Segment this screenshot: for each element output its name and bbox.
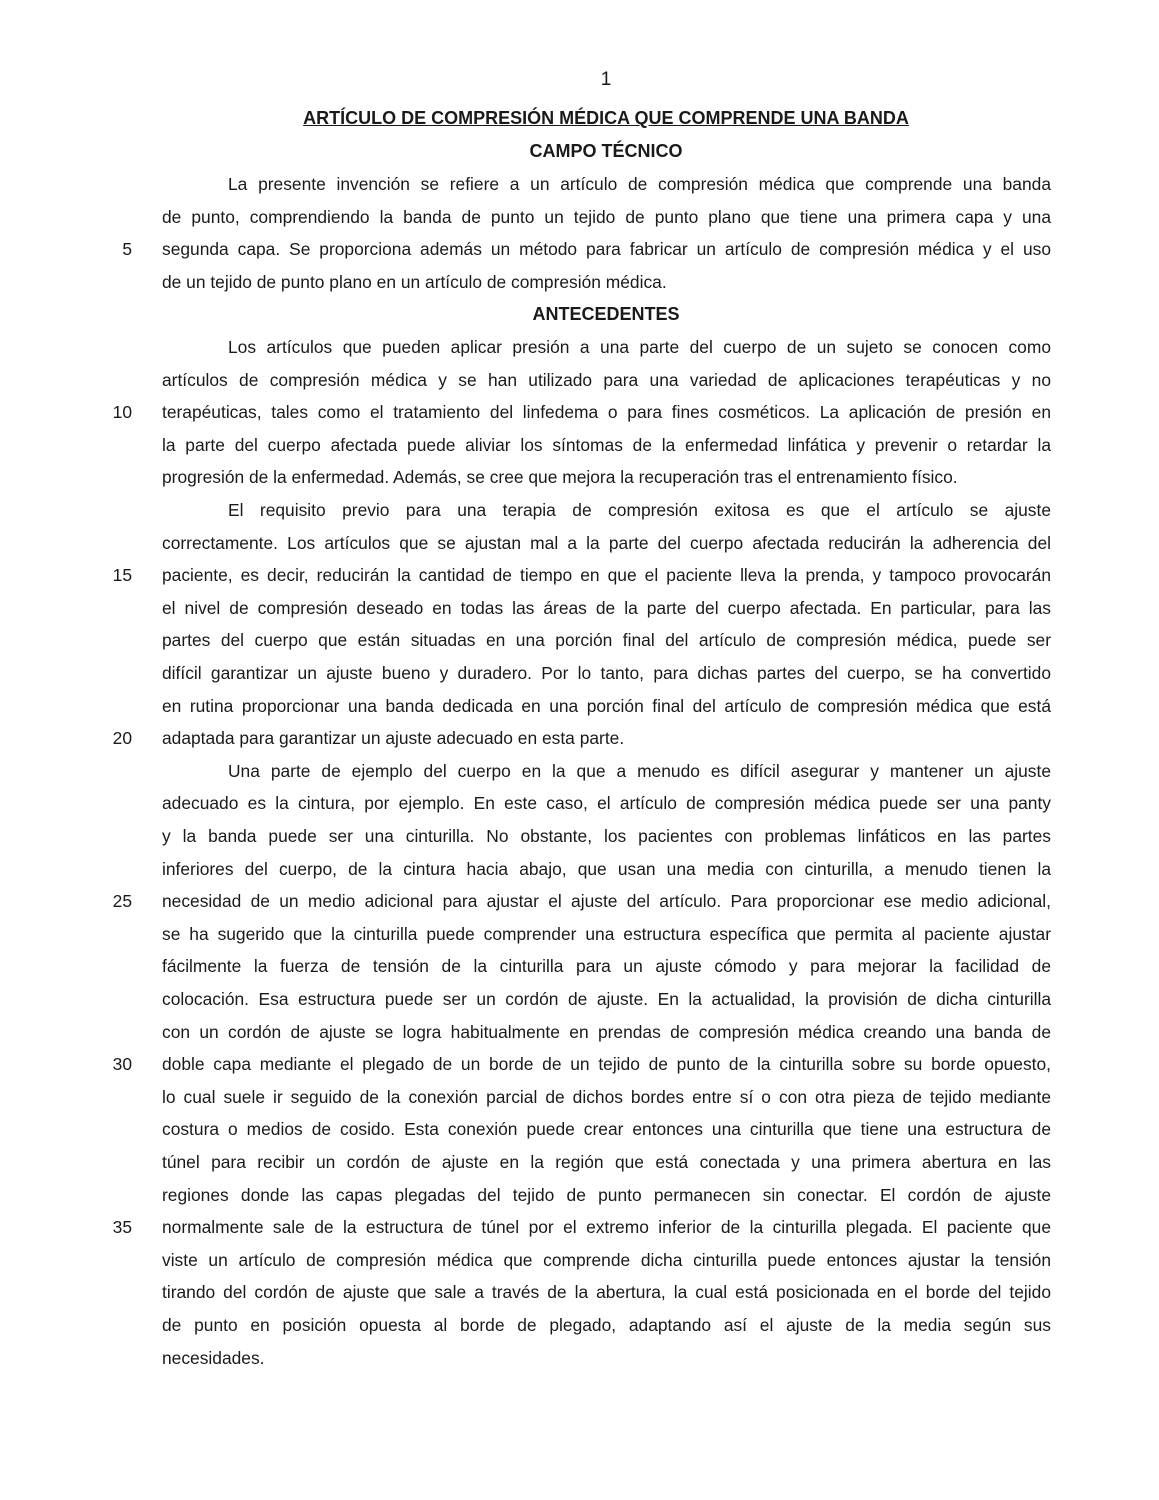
text-line: tirando del cordón de ajuste que sale a través de la abertura, la cual está posicionada en el borde del tejido <box>162 1282 1051 1303</box>
text-line: necesidades. <box>162 1347 265 1368</box>
text-line: regiones donde las capas plegadas del tejido de punto permanecen sin conectar. El cordón de ajuste <box>162 1184 1051 1205</box>
line-number: 35 <box>112 1217 132 1238</box>
text-line: Los artículos que pueden aplicar presión a una parte del cuerpo de un sujeto se conocen como <box>228 337 1051 357</box>
document-title: ARTÍCULO DE COMPRESIÓN MÉDICA QUE COMPRENDE UNA BANDA <box>303 108 909 128</box>
heading-antecedentes: ANTECEDENTES <box>532 304 680 324</box>
text-line: partes del cuerpo que están situadas en una porción final del artículo de compresión médica, puede ser <box>162 630 1051 651</box>
text-line: adecuado es la cintura, por ejemplo. En este caso, el artículo de compresión médica puede ser una panty <box>162 793 1051 814</box>
text-line: en rutina proporcionar una banda dedicada en una porción final del artículo de compresión médica que está <box>162 695 1051 716</box>
text-line: La presente invención se refiere a un artículo de compresión médica que comprende una banda <box>228 174 1051 194</box>
page-number: 1 <box>600 69 612 90</box>
line-number: 20 <box>112 728 132 749</box>
text-line: y la banda puede ser una cinturilla. No obstante, los pacientes con problemas linfáticos en las partes <box>162 826 1051 846</box>
text-line: fácilmente la fuerza de tensión de la cinturilla para un ajuste cómodo y para mejorar la facilidad de <box>162 956 1051 977</box>
text-line: segunda capa. Se proporciona además un método para fabricar un artículo de compresión médica y el uso <box>162 239 1051 260</box>
text-line: de un tejido de punto plano en un artículo de compresión médica. <box>162 271 667 292</box>
text-line: correctamente. Los artículos que se ajustan mal a la parte del cuerpo afectada reducirán la adherencia del <box>162 532 1051 553</box>
text-line: paciente, es decir, reducirán la cantidad de tiempo en que el paciente lleva la prenda, y tampoco provocarán <box>162 565 1051 586</box>
text-line: túnel para recibir un cordón de ajuste en la región que está conectada y una primera abertura en las <box>162 1152 1051 1172</box>
text-line: doble capa mediante el plegado de un borde de un tejido de punto de la cinturilla sobre su borde opuesto, <box>162 1054 1051 1075</box>
text-line: de punto, comprendiendo la banda de punto un tejido de punto plano que tiene una primera capa y una <box>162 206 1051 227</box>
heading-campo-tecnico: CAMPO TÉCNICO <box>529 141 683 161</box>
line-number: 10 <box>112 402 132 423</box>
text-line: Una parte de ejemplo del cuerpo en la que a menudo es difícil asegurar y mantener un ajuste <box>228 760 1051 781</box>
text-line: lo cual suele ir seguido de la conexión parcial de dichos bordes entre sí o con otra pieza de tejido mediante <box>162 1086 1051 1107</box>
text-line: terapéuticas, tales como el tratamiento del linfedema o para fines cosméticos. La aplicación de presión en <box>162 402 1051 423</box>
text-line: necesidad de un medio adicional para ajustar el ajuste del artículo. Para proporcionar ese medio adicional, <box>162 891 1051 912</box>
text-line: artículos de compresión médica y se han utilizado para una variedad de aplicaciones terapéuticas y no <box>162 369 1051 390</box>
text-line: El requisito previo para una terapia de compresión exitosa es que el artículo se ajuste <box>228 500 1051 520</box>
line-number: 5 <box>122 239 132 260</box>
text-line: colocación. Esa estructura puede ser un cordón de ajuste. En la actualidad, la provisión de dicha cinturilla <box>162 989 1051 1009</box>
text-line: difícil garantizar un ajuste bueno y duradero. Por lo tanto, para dichas partes del cuerpo, se ha convertido <box>162 663 1051 683</box>
line-number: 30 <box>112 1054 132 1075</box>
text-line: de punto en posición opuesta al borde de plegado, adaptando así el ajuste de la media según sus <box>162 1315 1051 1335</box>
text-line: progresión de la enfermedad. Además, se cree que mejora la recuperación tras el entrenamiento físico. <box>162 467 958 488</box>
text-line: el nivel de compresión deseado en todas las áreas de la parte del cuerpo afectada. En particular, para las <box>162 597 1051 618</box>
text-line: la parte del cuerpo afectada puede aliviar los síntomas de la enfermedad linfática y prevenir o retardar la <box>162 434 1051 455</box>
line-number: 15 <box>112 565 132 586</box>
text-line: adaptada para garantizar un ajuste adecuado en esta parte. <box>162 728 625 749</box>
text-line: normalmente sale de la estructura de túnel por el extremo inferior de la cinturilla plegada. El paciente que <box>162 1217 1051 1238</box>
text-line: se ha sugerido que la cinturilla puede comprender una estructura específica que permita al paciente ajustar <box>162 923 1051 944</box>
text-line: costura o medios de cosido. Esta conexión puede crear entonces una cinturilla que tiene una estructura de <box>162 1119 1051 1140</box>
text-line: inferiores del cuerpo, de la cintura hacia abajo, que usan una media con cinturilla, a menudo tienen la <box>162 858 1051 879</box>
line-number: 25 <box>112 891 132 912</box>
text-line: con un cordón de ajuste se logra habitualmente en prendas de compresión médica creando una banda de <box>162 1021 1051 1042</box>
text-line: viste un artículo de compresión médica que comprende dicha cinturilla puede entonces ajustar la tensión <box>162 1249 1051 1270</box>
